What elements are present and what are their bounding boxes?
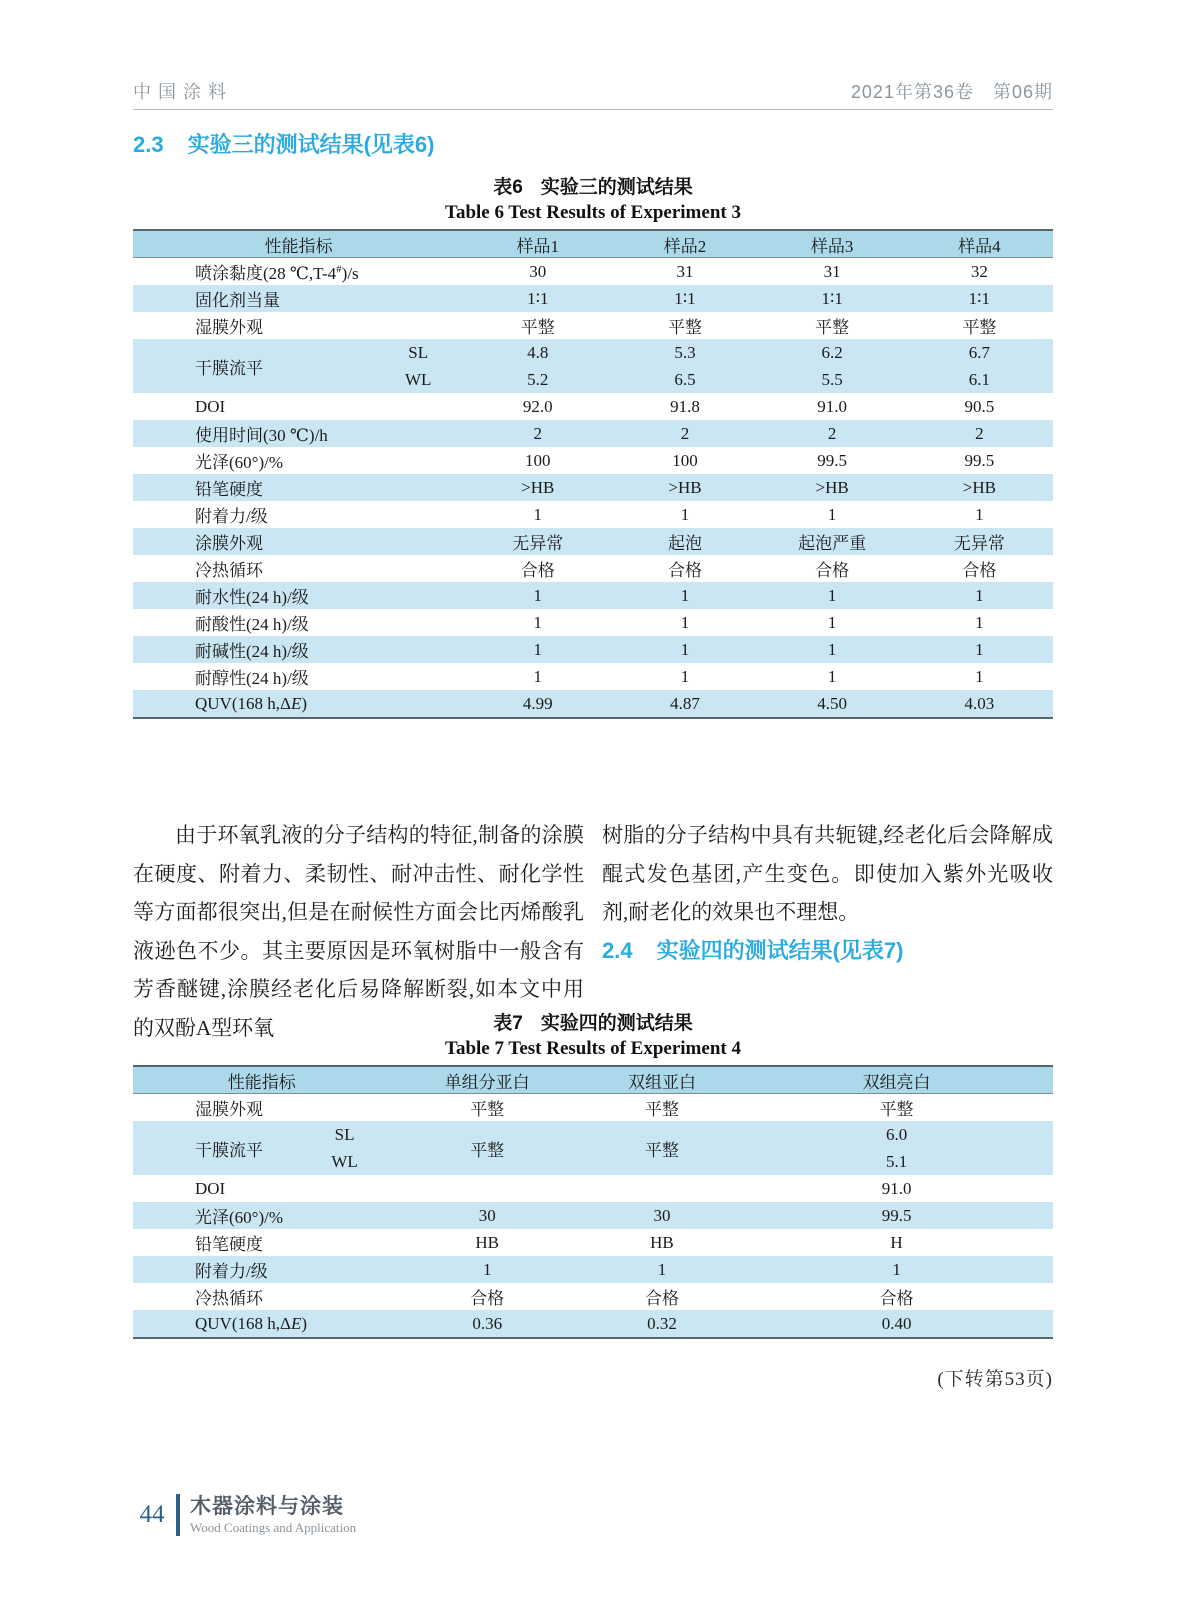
cell-value: 30 (478, 1205, 496, 1225)
cell-value (759, 339, 906, 393)
issue-info: 2021年第36卷 第06期 (850, 82, 1053, 102)
cell-value: 0.40 (881, 1313, 912, 1333)
table-row (133, 1229, 1053, 1256)
table6-block (133, 176, 1053, 719)
cell-value: 30 (653, 1205, 671, 1225)
row-label: 耐水性(24 h)/级 (195, 588, 309, 607)
row-label: 耐酸性(24 h)/级 (195, 615, 309, 634)
cell-value: 1 (975, 585, 984, 605)
table-row (133, 474, 1053, 501)
cell-value: 1 (827, 585, 837, 605)
section-title: 实验四的测试结果(见表7) (656, 937, 904, 963)
table6-title-en: Table 6 Test Results of Experiment 3 (445, 202, 741, 223)
footer-journal-cn: 木器涂料与涂装 (190, 1494, 344, 1518)
cell-value: 100 (525, 450, 551, 470)
cell-value: 1 (975, 666, 984, 686)
cell-value: 99.5 (964, 450, 995, 470)
cell-line: 5.5 (821, 370, 843, 389)
cell-value: 4.99 (522, 693, 553, 713)
cell-value: 1 (533, 504, 543, 524)
cell-value: 合格 (962, 561, 997, 580)
cell-value: 合格 (644, 1289, 679, 1308)
cell-value: 2 (975, 423, 984, 443)
row-sub-labels (299, 1121, 391, 1175)
cell-value: 平整 (644, 1100, 679, 1119)
column-header: 单组分亚白 (444, 1072, 530, 1092)
row-label: QUV(168 h,ΔE) (195, 1313, 307, 1333)
cell-value (464, 339, 611, 393)
cell-value: 4.87 (670, 693, 700, 713)
row-label: 附着力/级 (195, 1262, 268, 1281)
cell-value: 平整 (815, 318, 850, 337)
cell-value: >HB (815, 477, 849, 497)
cell-value: 1 (680, 666, 690, 686)
cell-value: 2 (827, 423, 837, 443)
cell-value: 91.0 (881, 1178, 912, 1198)
cell-value: 平整 (962, 318, 997, 337)
table-header-row (133, 231, 1053, 258)
row-label: QUV(168 h,ΔE) (195, 693, 307, 713)
cell-line: 5.2 (527, 370, 549, 389)
cell-value: 起泡 (667, 534, 702, 553)
table-row (133, 1121, 1053, 1175)
cell-value: >HB (962, 477, 996, 497)
paragraph-left: 由于环氧乳液的分子结构的特征,制备的涂膜在硬度、附着力、柔韧性、耐冲击性、耐化学性等方面都很突出,但是在耐候性方面会比丙烯酸乳液逊色不少。其主要原因是环氧树脂中一般含有芳香醚键,涂膜经老化后易降解断裂,如本文中用的双酚A型环氧 (133, 823, 584, 1040)
table7-number: 表7 (493, 1013, 523, 1034)
column-header: 样品4 (958, 236, 1001, 256)
cell-value: 4.03 (964, 693, 995, 713)
cell-value: 1 (827, 639, 837, 659)
table-7 (133, 1065, 1053, 1339)
table-row (133, 420, 1053, 447)
cell-value: 合格 (520, 561, 555, 580)
section-number: 2.4 (602, 937, 633, 963)
footer-divider-bar (176, 1494, 180, 1536)
continued-on-page-note: (下转第53页) (937, 1369, 1053, 1390)
row-label: 铅笔硬度 (195, 480, 263, 499)
cell-line: 6.2 (821, 343, 843, 362)
row-label: 冷热循环 (195, 561, 263, 580)
page-number: 44 (139, 1501, 165, 1528)
cell-value: 1 (827, 504, 837, 524)
row-label: DOI (195, 396, 226, 416)
cell-value (611, 339, 758, 393)
table-row (133, 528, 1053, 555)
cell-value: H (890, 1232, 903, 1252)
cell-value: 平整 (644, 1140, 679, 1160)
table6-title-zh (133, 176, 1053, 200)
cell-value: 无异常 (512, 534, 564, 553)
row-label: 使用时间(30 ℃)/h (195, 426, 328, 445)
cell-value: >HB (521, 477, 555, 497)
column-header: 样品1 (516, 236, 560, 256)
cell-value: 1 (975, 612, 984, 632)
table-row (133, 555, 1053, 582)
table-row (133, 258, 1053, 285)
cell-value: 1 (680, 639, 690, 659)
cell-value: 30 (529, 261, 547, 281)
row-label: 涂膜外观 (195, 534, 263, 553)
cell-value: 合格 (815, 561, 850, 580)
cell-value: 1 (533, 639, 543, 659)
table-row (133, 1175, 1053, 1202)
cell-value: 1 (892, 1259, 901, 1279)
row-label: 耐醇性(24 h)/级 (195, 669, 309, 688)
cell-value: 100 (672, 450, 698, 470)
sub-label: SL (334, 1125, 355, 1144)
cell-value: 92.0 (522, 396, 553, 416)
cell-value: 99.5 (881, 1205, 912, 1225)
cell-line: 6.1 (968, 370, 990, 389)
row-label: 附着力/级 (195, 507, 268, 526)
cell-value: 无异常 (953, 534, 1005, 553)
cell-value: 1 (827, 612, 837, 632)
cell-value: 4.50 (817, 693, 848, 713)
sub-label: WL (404, 370, 432, 389)
cell-value: 91.8 (670, 396, 700, 416)
cell-value: 0.32 (647, 1313, 677, 1333)
cell-value: 99.5 (817, 450, 848, 470)
cell-value: 1 (680, 612, 690, 632)
cell-value: 平整 (879, 1100, 914, 1119)
table-row (133, 1256, 1053, 1283)
section-heading-2-3 (133, 130, 434, 160)
cell-value: 1 (657, 1259, 667, 1279)
cell-value: 1 (533, 585, 543, 605)
row-label: 固化剂当量 (195, 291, 280, 310)
table-row (133, 1094, 1053, 1121)
cell-value: 合格 (879, 1289, 914, 1308)
cell-value: 合格 (667, 561, 702, 580)
cell-value: 31 (676, 261, 694, 281)
table-row (133, 636, 1053, 663)
column-header: 样品2 (663, 236, 707, 256)
cell-value: 31 (823, 261, 841, 281)
row-label: 耐碱性(24 h)/级 (195, 642, 309, 661)
running-head (133, 68, 1053, 110)
cell-line: 5.1 (885, 1152, 908, 1171)
cell-value: 1∶1 (674, 288, 696, 308)
section-heading-2-4 (602, 932, 1053, 971)
cell-value: HB (650, 1232, 674, 1252)
cell-value: HB (475, 1232, 499, 1252)
cell-value: 2 (680, 423, 690, 443)
cell-value: 平整 (470, 1100, 505, 1119)
cell-line: 6.7 (968, 343, 990, 362)
table-row (133, 582, 1053, 609)
cell-value: 1 (680, 585, 690, 605)
cell-line: 6.0 (885, 1125, 908, 1144)
table6-number: 表6 (493, 177, 523, 198)
cell-line: 6.5 (674, 370, 696, 389)
cell-value: 1∶1 (527, 288, 549, 308)
table-header-row (133, 1067, 1053, 1094)
table-row (133, 312, 1053, 339)
cell-value: 1 (975, 639, 984, 659)
table7-title-zh (133, 1012, 1053, 1036)
column-header: 性能指标 (264, 236, 333, 256)
cell-line: 5.3 (674, 343, 696, 362)
footer-journal-titles (190, 1495, 356, 1536)
footer-journal-en: Wood Coatings and Application (190, 1519, 357, 1535)
table7-block (133, 1012, 1053, 1339)
row-label: 冷热循环 (195, 1289, 263, 1308)
column-header: 性能指标 (227, 1072, 296, 1092)
cell-value: 起泡严重 (798, 534, 867, 553)
row-label: 湿膜外观 (195, 1100, 263, 1119)
cell-line: 4.8 (527, 343, 549, 362)
row-label: 干膜流平 (195, 358, 263, 378)
table-row (133, 501, 1053, 528)
cell-value: 91.0 (817, 396, 848, 416)
row-sub-labels (372, 339, 464, 393)
cell-value: 2 (533, 423, 543, 443)
cell-value: 90.5 (964, 396, 995, 416)
table-row (133, 285, 1053, 312)
cell-value: 1∶1 (968, 288, 991, 308)
cell-value: 0.36 (472, 1313, 503, 1333)
row-label: DOI (195, 1178, 226, 1198)
column-header: 样品3 (810, 236, 854, 256)
table-row (133, 690, 1053, 717)
cell-value: 平整 (667, 318, 702, 337)
section-title: 实验三的测试结果(见表6) (187, 132, 435, 157)
page-footer (130, 1494, 356, 1536)
sub-label: WL (331, 1152, 358, 1171)
table-6 (133, 229, 1053, 719)
column-header: 双组亚白 (627, 1072, 696, 1092)
cell-value: 1 (533, 666, 543, 686)
row-label: 湿膜外观 (195, 318, 263, 337)
table-row (133, 1283, 1053, 1310)
journal-brand: 中国涂料 (133, 82, 233, 102)
row-label: 光泽(60°)/% (195, 1208, 284, 1227)
row-label: 干膜流平 (195, 1140, 263, 1160)
cell-value: 平整 (470, 1140, 505, 1160)
cell-value: 1∶1 (821, 288, 843, 308)
sub-label: SL (408, 343, 429, 362)
table7-title-en: Table 7 Test Results of Experiment 4 (445, 1038, 741, 1059)
row-label: 光泽(60°)/% (195, 453, 284, 472)
row-label: 喷涂黏度(28 ℃,T-4#)/s (195, 263, 359, 283)
paragraph-right: 树脂的分子结构中具有共轭键,经老化后会降解成醌式发色基团,产生变色。即使加入紫外光吸收剂,耐老化的效果也不理想。 (602, 823, 1053, 924)
cell-value: >HB (668, 477, 702, 497)
cell-value: 合格 (470, 1289, 505, 1308)
table-row (133, 1202, 1053, 1229)
cell-value (740, 1121, 1053, 1175)
cell-value (906, 339, 1053, 393)
cell-value: 1 (975, 504, 984, 524)
cell-value: 1 (533, 612, 543, 632)
table-row (133, 339, 1053, 393)
cell-value: 1 (827, 666, 837, 686)
table-row (133, 663, 1053, 690)
table-row (133, 1310, 1053, 1337)
section-number: 2.3 (133, 132, 164, 157)
table-row (133, 447, 1053, 474)
table-row (133, 609, 1053, 636)
column-header: 双组亮白 (862, 1072, 931, 1092)
cell-value: 平整 (520, 318, 555, 337)
row-label: 铅笔硬度 (195, 1235, 263, 1254)
cell-value: 1 (680, 504, 690, 524)
table-row (133, 393, 1053, 420)
cell-value: 1 (482, 1259, 492, 1279)
table6-caption-zh: 实验三的测试结果 (540, 177, 693, 198)
table7-caption-zh: 实验四的测试结果 (540, 1013, 693, 1034)
cell-value: 32 (970, 261, 988, 281)
